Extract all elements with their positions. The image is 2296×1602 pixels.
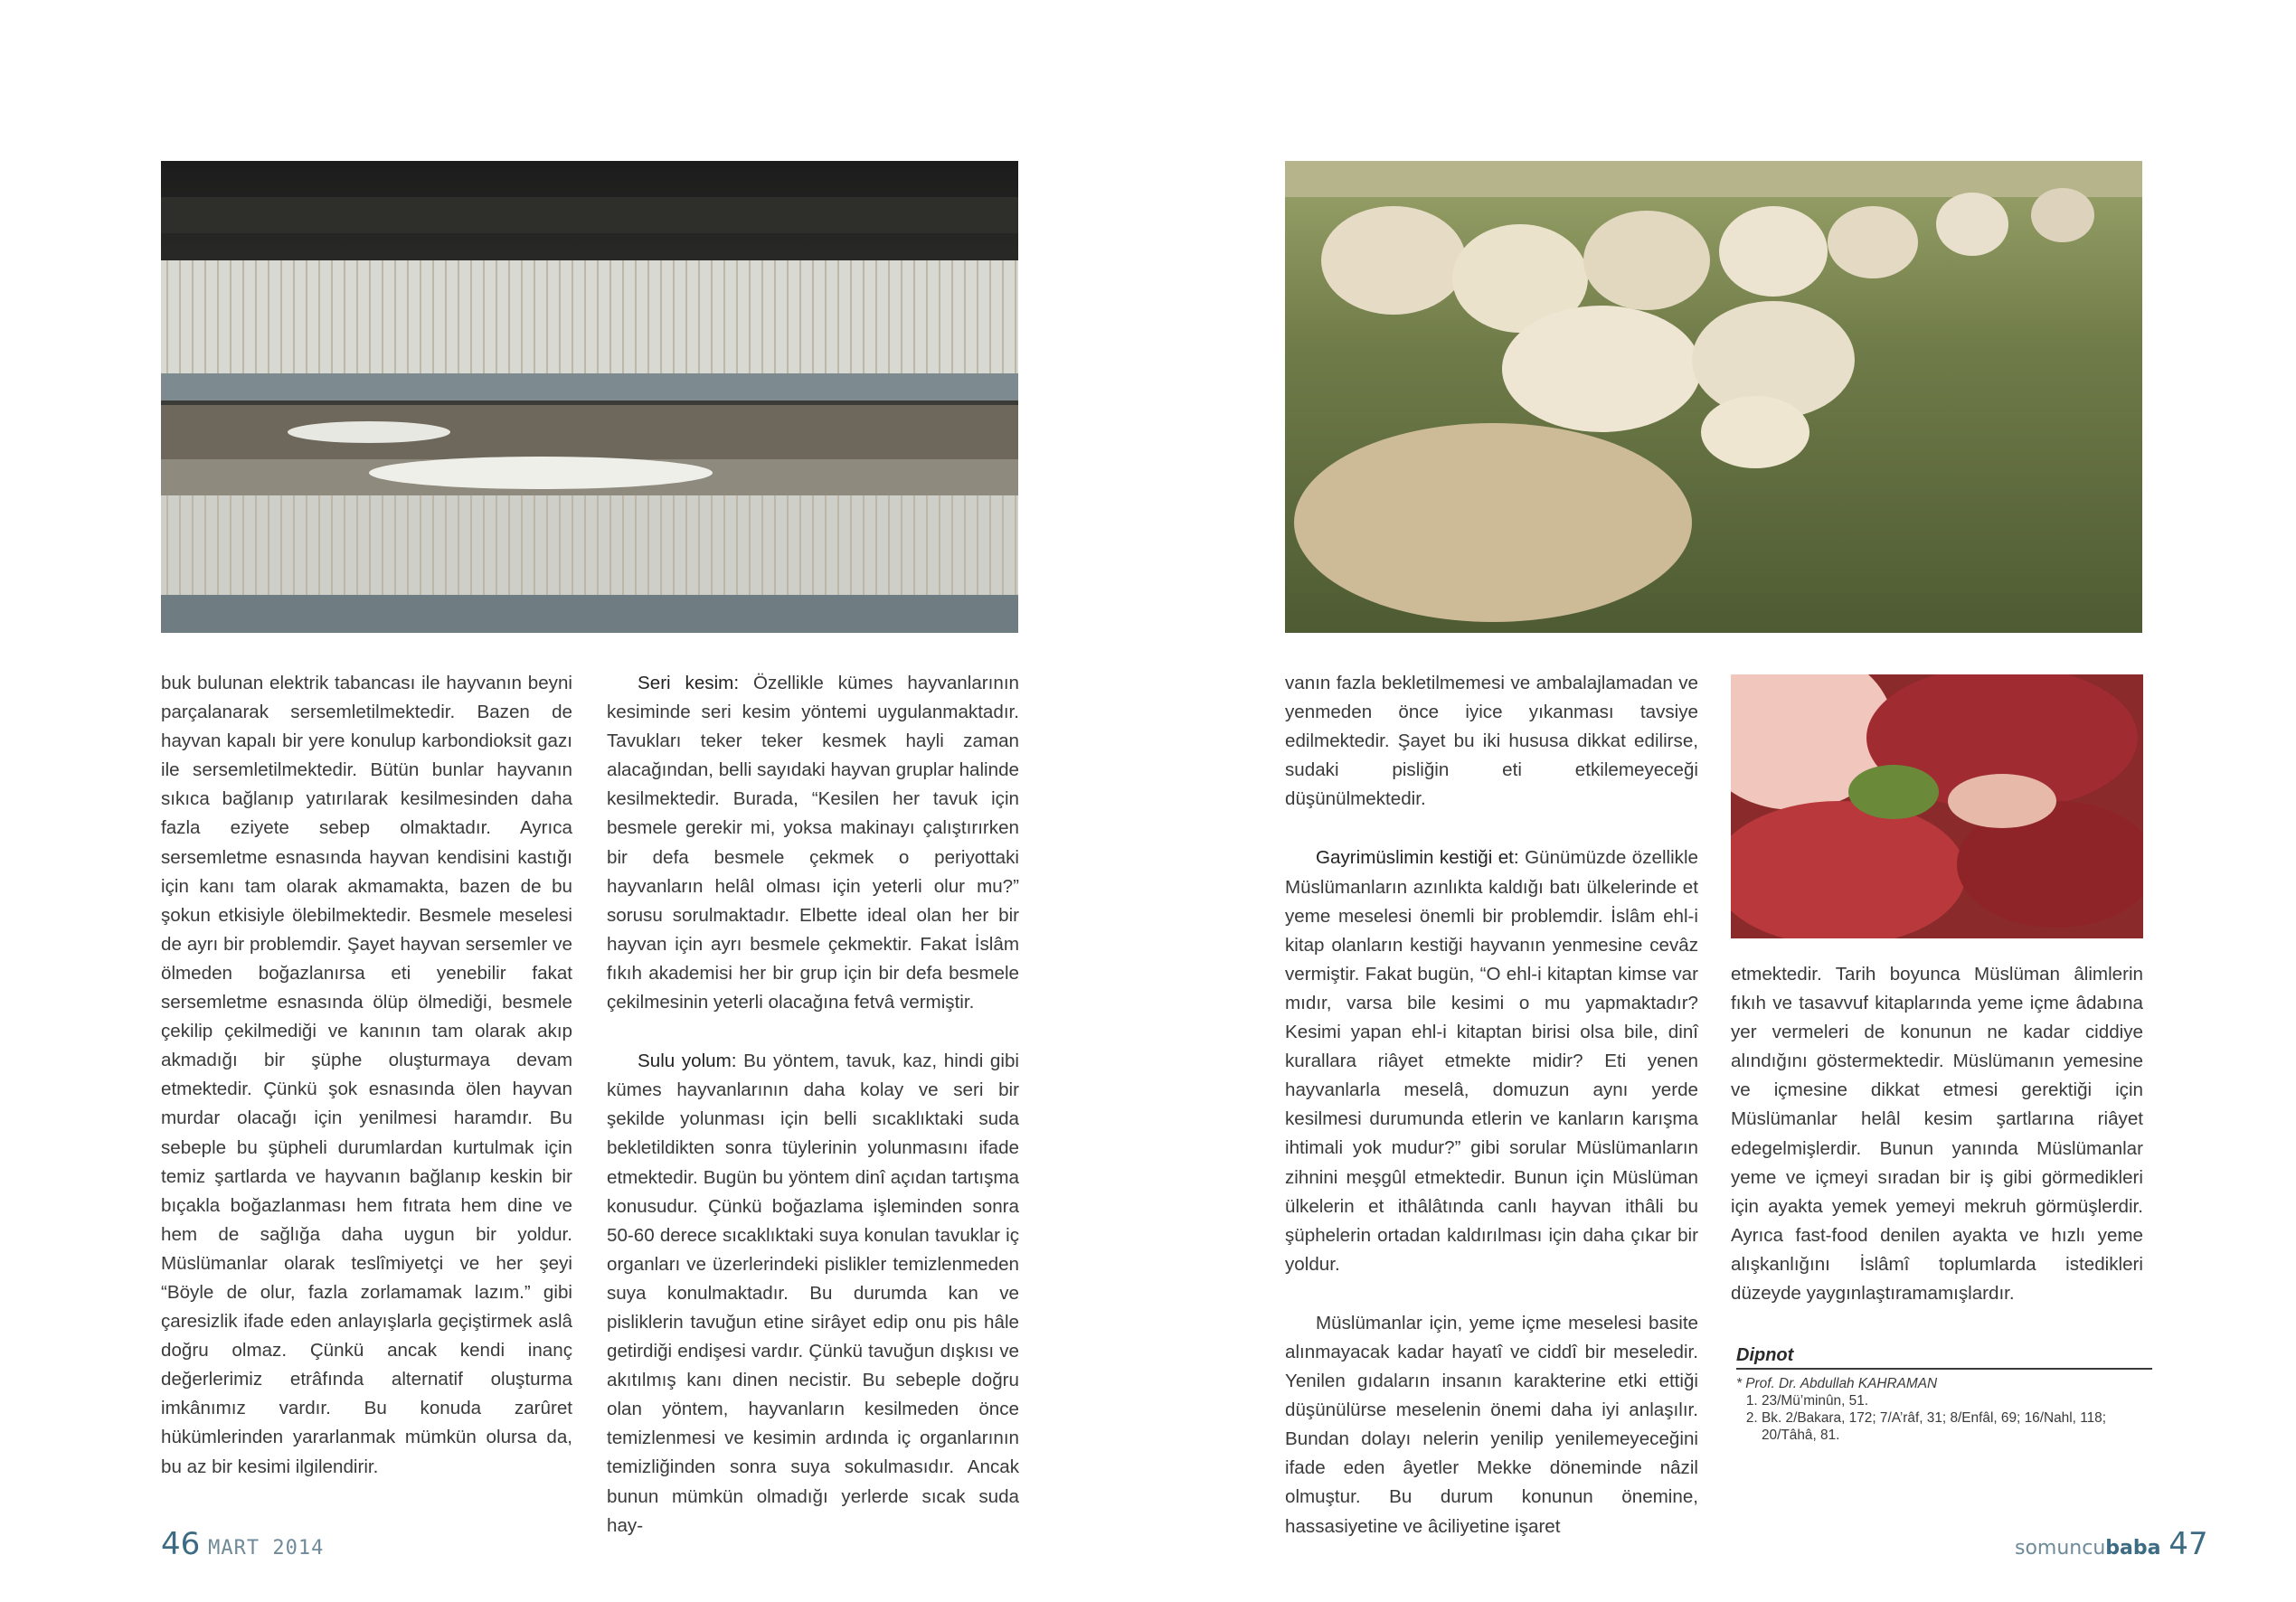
paragraph-lead: Seri kesim: xyxy=(638,673,740,693)
paragraph-seri-kesim xyxy=(607,669,1019,1017)
paragraph-sulu-yolum xyxy=(607,1047,1019,1541)
footnote-item: 1. 23/Mü’minûn, 51. xyxy=(1762,1392,2152,1409)
text-column-1 xyxy=(161,669,572,1482)
magazine-name xyxy=(2015,1537,2160,1560)
paragraph-gayrimuslim xyxy=(1285,843,1698,1278)
footnote-item: 2. Bk. 2/Bakara, 172; 7/A’râf, 31; 8/Enfâl, 69; 16/Nahl, 118; 20/Tâhâ, 81. xyxy=(1762,1409,2152,1444)
footnotes xyxy=(1736,1347,2152,1444)
paragraph-body: Özellikle kümes hayvanlarının kesiminde seri kesim yöntemi uygulanmaktadır. Tavukları teker teker kesmek hayli zaman alacağından, belli sayıdaki hayvan gruplar halinde kesilmektedir. Burada, “Kesilen her tavuk için besmele gerekir mi, yoksa makinayı çalıştırırken bir defa besmele çekmek o periyottaki hayvanların helâl olması için yeterli olur mu?” sorusu sorulmaktadır. Elbette ideal olan her bir hayvan için ayrı besmele çekmektir. Fakat İslâm fıkıh akademisi her bir grup için bir defa besmele çekilmesinin yeterli olacağına fetvâ vermiştir. xyxy=(607,673,1019,1013)
paragraph-body: Günümüzde özellikle Müslümanların azınlıkta kaldığı batı ülkelerinde et yeme meselesi önemli bir problemdir. İslâm ehl-i kitap olanların kestiği hayvanın yenmesine cevâz vermiştir. Fakat bugün, “O ehl-i kitaptan kimse var mıdır, varsa bile kesimi o mu yapmaktadır? Kesimi yapan ehl-i kitaptan birisi olsa bile, dinî kurallara riâyet etmekte midir? Eti yenen hayvanlarla meselâ, domuzun aynı yerde kesilmesi durumunda etlerin ve kanların karışma ihtimali yok mudur?” gibi sorular Müslümanların zihnini meşgûl etmektedir. Bunun için Müslüman ülkelerin et ithâlâtında canlı hayvan ithâli bu şüphelerin ortadan kaldırılması için daha çıkar bir yoldur. xyxy=(1285,847,1699,1275)
paragraph-lead: Sulu yolum: xyxy=(638,1051,737,1072)
page-number: 47 xyxy=(2168,1526,2208,1562)
brand-part: somuncu xyxy=(2015,1537,2106,1560)
left-folio xyxy=(161,1526,324,1562)
footnote-author: * Prof. Dr. Abdullah KAHRAMAN xyxy=(1736,1376,1938,1391)
text-column-3 xyxy=(1285,669,1698,1541)
paragraph-body: Bu yöntem, tavuk, kaz, hindi gibi kümes hayvanlarının daha kolay ve seri bir şekilde yolunması için belli sıcaklıktaki suda bekletildikten sonra tüylerinin yolunmasını ifade etmektedir. Bugün bu yöntem dinî açıdan tartışma konusudur. Çünkü boğazlama işleminden sonra 50-60 derece sıcaklıktaki suya konulan tavuklar iç organları ve üzerlerindeki pislikler temizlenmeden suya konulmaktadır. Bu durumda kan ve pisliklerin tavuğun etine sirâyet edip onu pis hâle getirdiği endişesi vardır. Çünkü tavuğun dışkısı ve akıtılmış kanı dinen necistir. Bu sebeple doğru olan yöntem, hayvanların kesilmeden önce temizlenmesi ve kesimin ardında iç organlarının temizliğinden sonra suya sokulmasıdır. Ancak bunun mümkün olmadığı yerlerde sıcak suda hay- xyxy=(607,1051,1019,1536)
footnote-list xyxy=(1736,1392,2152,1444)
brand-part-bold: baba xyxy=(2105,1537,2161,1560)
text-column-2 xyxy=(607,669,1019,1541)
issue-date: MART 2014 xyxy=(208,1537,325,1560)
paragraph-body: Müslümanlar için, yeme içme meselesi basite alınmayacak kadar hayatî ve ciddî bir meseledir. Yenilen gıdaların insanın karakterine etki ettiği düşünülürse meselenin önemi daha iyi anlaşılır. Bundan dolayı nelerin yenilip yenilemeyeceğini ifade eden âyetler Mekke döneminde nâzil olmuştur. Bu durum konunun önemine, hassasiyetine ve âciliyetine işaret xyxy=(1285,1312,1698,1537)
paragraph: etmektedir. Tarih boyunca Müslüman âlimlerin fıkıh ve tasavvuf kitaplarında yeme içme âdabına yer vermeleri de konunun ne kadar ciddiye alındığını göstermektedir. Müslümanın yemesine ve içmesine dikkat etmesi gerektiği için Müslümanlar helâl kesim şartlarına riâyet edegelmişlerdir. Bunun yanında Müslümanlar yeme ve içmeyi sıradan bir iş gibi görmedikleri için ayakta yemek yemeyi mekruh görmüşlerdir. Ayrıca fast-food denilen ayakta ve hızlı yeme alışkanlığını İslâmî toplumlarda istedikleri düzeyde yaygınlaştıramamışlardır. xyxy=(1731,964,2143,1305)
paragraph xyxy=(1285,669,1698,814)
footnotes-heading: Dipnot xyxy=(1736,1347,2152,1370)
sheep-flock-photo xyxy=(1285,161,2142,633)
paragraph-lead: Gayrimüslimin kestiği et: xyxy=(1316,847,1519,869)
text-column-4 xyxy=(1731,960,2143,1308)
paragraph xyxy=(1285,1309,1698,1541)
paragraph-body: vanın fazla bekletilmemesi ve ambalajlamadan ve yenmeden önce iyice yıkanması tavsiye edilmektedir. Şayet bu iki hususa dikkat edilirse, sudaki pisliğin eti etkilemeyeceği düşünülmektedir. xyxy=(1285,673,1698,810)
page-number: 46 xyxy=(161,1526,201,1562)
meat-photo xyxy=(1731,674,2143,938)
right-folio xyxy=(2015,1526,2208,1562)
paragraph: buk bulunan elektrik tabancası ile hayvanın beyni parçalanarak sersemletilmektedir. Bazen de hayvan kapalı bir yere konulup karbondioksit gazı ile sersemletilmektedir. Bütün bunlar hayvanın sıkıca bağlanıp yatırılarak kesilmesinden daha fazla eziyete sebep olmaktadır. Ayrıca sersemletme esnasında hayvan kendisini kastığı için kanı tam olarak akmamakta, bazen de bu şokun etkisiyle ölebilmektedir. Besmele meselesi de ayrı bir problemdir. Şayet hayvan sersemler ve ölmeden boğazlanırsa eti yenebilir fakat sersemletme esnasında ölüp ölmediği, besmele çekilip çekilmediği ve kanının tam olarak akıp akmadığı bir şüphe oluşturmaya devam etmektedir. Çünkü şok esnasında ölen hayvan murdar olacağı için yenilmesi haramdır. Bu sebeple bu şüpheli durumlardan kurtulmak için temiz şartlarda ve hayvanın bağlanıp keskin bir bıçakla boğazlanması hem fıtrata hem dine ve hem de sağlığa daha uygun bir yoldur. Müslümanlar olarak teslîmiyetçi ve her şeyi “Böyle de olur, fazla zorlamamak lazım.” gibi çaresizlik ifade eden anlayışlarla geçiştirmek aslâ doğru olmaz. Çünkü ancak kendi inanç değerlerimiz etrâfında alternatif oluşturma imkânımız vardır. Bu konuda zarûret hükümlerinden yararlanmak mümkün olursa da, bu az bir kesimi ilgilendirir. xyxy=(161,673,572,1477)
poultry-cage-photo xyxy=(161,161,1018,633)
